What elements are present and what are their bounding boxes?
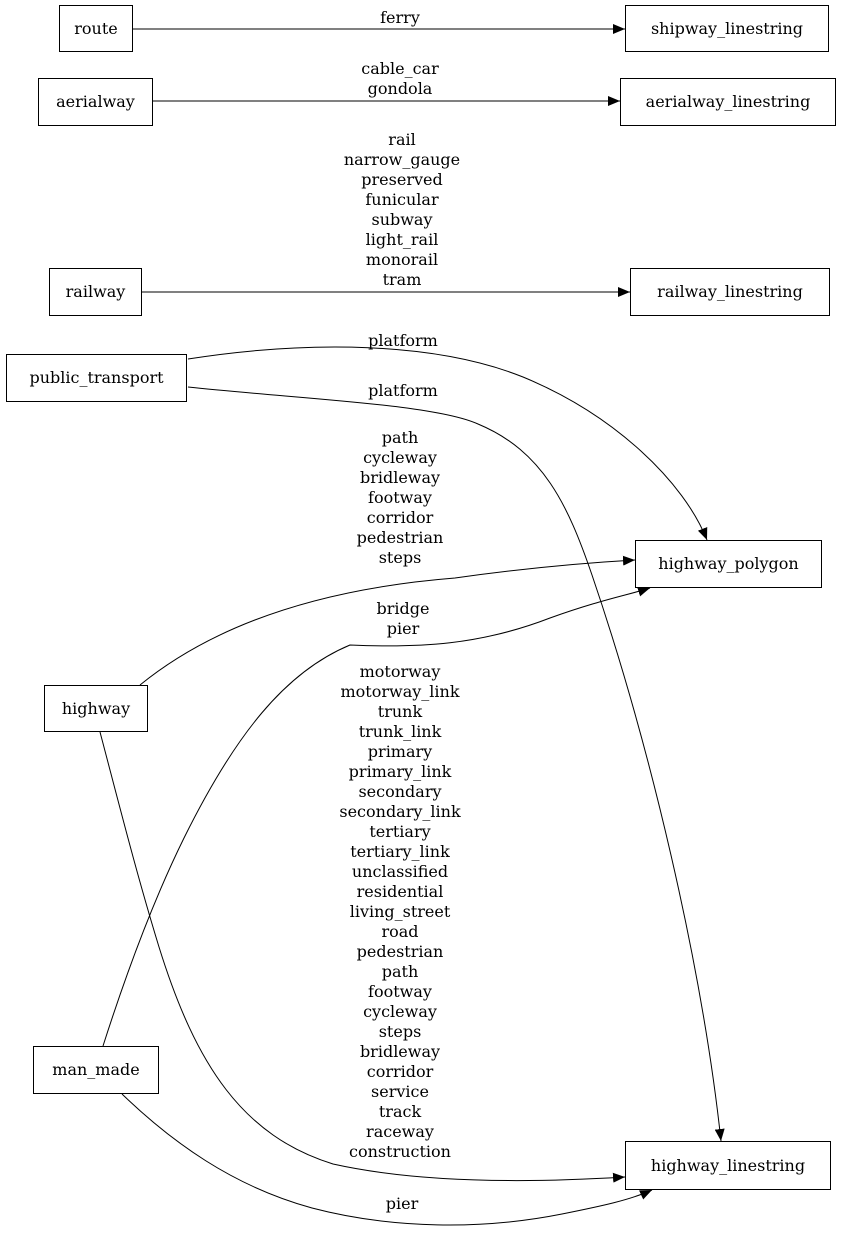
edge-label-line: path xyxy=(381,428,419,447)
edge-label-line: residential xyxy=(356,882,444,901)
node-route xyxy=(59,5,133,52)
edge-label-line: primary_link xyxy=(348,762,452,781)
edge-label-line: bridleway xyxy=(359,1042,441,1061)
node-railway xyxy=(49,268,142,316)
edge-label-line: trunk xyxy=(377,702,423,721)
edge-label-line: cycleway xyxy=(363,1002,437,1021)
node-label: highway_polygon xyxy=(658,554,799,573)
edge-label-line: steps xyxy=(378,1022,422,1041)
node-railway_linestring xyxy=(630,268,830,316)
edge-label-line: trunk_link xyxy=(358,722,442,741)
edge-label-line: light_rail xyxy=(365,230,439,249)
edge-label-line: motorway_link xyxy=(340,682,460,701)
node-label: railway_linestring xyxy=(657,282,803,301)
node-highway xyxy=(44,685,148,732)
edge-label-line: preserved xyxy=(361,170,443,189)
edge-label-line: living_street xyxy=(349,902,451,921)
node-man_made xyxy=(33,1046,159,1094)
edge-label-line: monorail xyxy=(365,250,439,269)
node-aerialway xyxy=(38,78,153,126)
edge-label-line: tram xyxy=(382,270,422,289)
edge-label-line: corridor xyxy=(366,508,434,527)
edge-label-line: funicular xyxy=(365,190,439,209)
node-label: route xyxy=(74,18,118,38)
edge-label-highway-to-highway_polygon xyxy=(357,428,444,568)
edge-label-line: gondola xyxy=(367,79,433,98)
node-label: public_transport xyxy=(29,368,164,387)
node-label: highway xyxy=(61,698,131,718)
edge-label-line: pier xyxy=(385,1194,419,1213)
node-label: railway xyxy=(65,282,126,301)
edge-label-line: pedestrian xyxy=(356,528,444,547)
edge-label-line: footway xyxy=(368,488,432,507)
edge-label-line: corridor xyxy=(366,1062,434,1081)
edge-public_transport-to-highway_polygon xyxy=(188,347,707,540)
edge-label-line: platform xyxy=(368,331,438,350)
node-aerialway_linestring xyxy=(620,78,836,126)
edge-label-line: road xyxy=(381,922,419,941)
edge-label-line: cable_car xyxy=(361,59,439,78)
edge-label-line: rail xyxy=(388,130,416,149)
edge-label-line: narrow_gauge xyxy=(343,150,461,169)
node-label: highway_linestring xyxy=(650,1155,806,1175)
node-public_transport xyxy=(6,354,187,402)
edge-label-highway-to-highway_linestring xyxy=(339,662,460,1162)
node-label: aerialway_linestring xyxy=(645,92,811,111)
edge-label-line: motorway xyxy=(359,662,441,681)
edge-label-line: ferry xyxy=(380,8,420,27)
edge-label-route-to-shipway_linestring xyxy=(380,8,420,28)
edge-label-line: tertiary_link xyxy=(350,842,450,861)
edge-label-line: unclassified xyxy=(351,862,449,881)
edge-label-line: raceway xyxy=(366,1122,434,1141)
edge-label-line: bridleway xyxy=(359,468,441,487)
node-label: shipway_linestring xyxy=(650,18,804,38)
node-shipway_linestring xyxy=(625,5,829,52)
edge-label-public_transport-to-highway_linestring xyxy=(368,381,438,401)
edge-label-line: platform xyxy=(368,381,438,400)
edge-label-line: tertiary xyxy=(369,822,431,841)
edge-label-line: construction xyxy=(349,1142,451,1161)
edge-label-line: subway xyxy=(371,210,433,229)
edge-label-man_made-to-highway_linestring xyxy=(386,1194,418,1214)
edge-label-line: bridge xyxy=(376,599,430,618)
edge-label-line: pier xyxy=(386,619,420,638)
edge-label-line: primary xyxy=(367,742,433,761)
edge-label-line: steps xyxy=(378,548,422,567)
edge-label-line: footway xyxy=(368,982,432,1001)
node-label: aerialway xyxy=(56,92,135,111)
edge-label-line: secondary xyxy=(358,782,442,801)
edge-label-line: service xyxy=(371,1082,429,1101)
edge-label-railway-to-railway_linestring xyxy=(344,130,460,290)
node-highway_linestring xyxy=(625,1141,831,1190)
edge-label-line: cycleway xyxy=(363,448,437,467)
node-highway_polygon xyxy=(635,540,822,588)
edge-label-line: track xyxy=(378,1102,422,1121)
edge-label-line: pedestrian xyxy=(356,942,444,961)
node-label: man_made xyxy=(52,1060,140,1079)
edge-label-public_transport-to-highway_polygon xyxy=(368,331,438,351)
edge-label-man_made-to-highway_polygon xyxy=(377,599,430,639)
edge-label-line: path xyxy=(381,962,419,981)
edge-label-line: secondary_link xyxy=(339,802,461,821)
edge-label-aerialway-to-aerialway_linestring xyxy=(361,59,438,99)
